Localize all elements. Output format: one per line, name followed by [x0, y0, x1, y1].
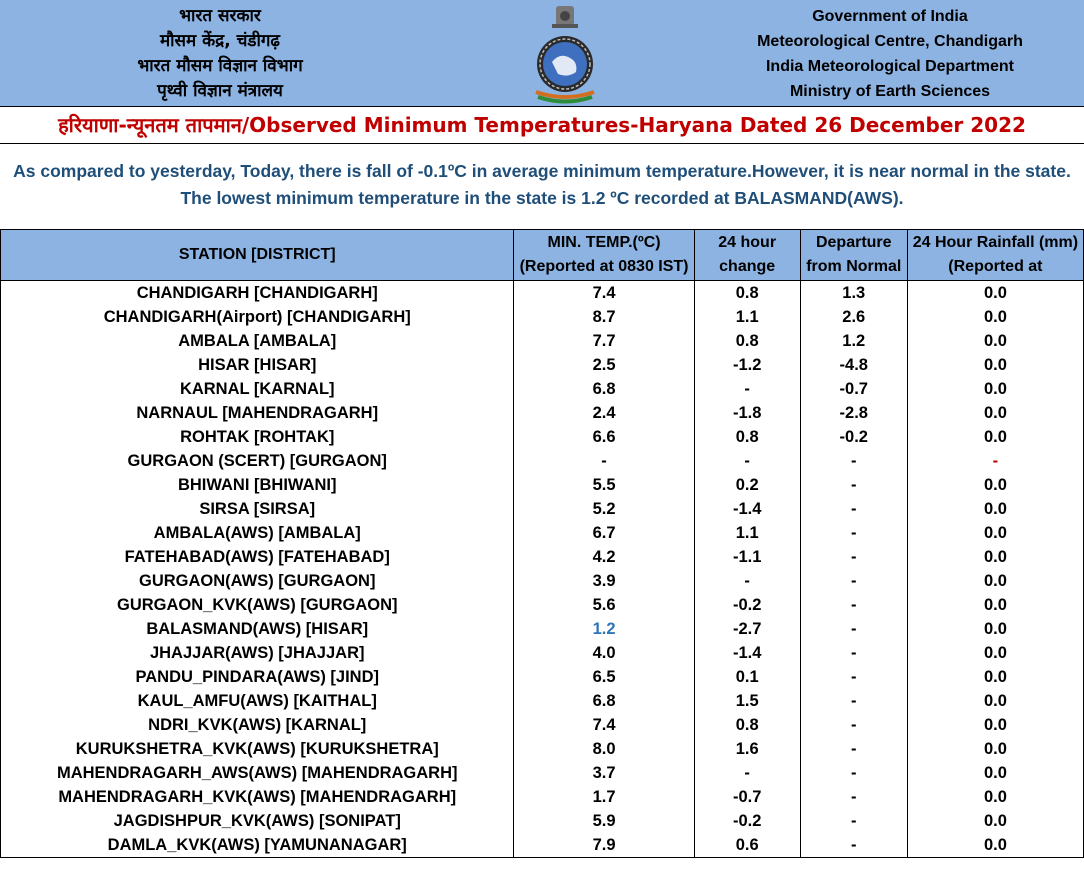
rainfall-cell: 0.0 [907, 401, 1083, 425]
departure-cell: - [800, 641, 907, 665]
station-cell: SIRSA [SIRSA] [1, 497, 514, 521]
departure-cell: -2.8 [800, 401, 907, 425]
station-cell: DAMLA_KVK(AWS) [YAMUNANAGAR] [1, 833, 514, 858]
change-cell: -1.2 [694, 353, 800, 377]
rainfall-cell: 0.0 [907, 569, 1083, 593]
english-line: Meteorological Centre, Chandigarh [757, 33, 1023, 50]
table-row [1, 329, 1084, 353]
change-cell: 0.1 [694, 665, 800, 689]
rainfall-cell: 0.0 [907, 617, 1083, 641]
rainfall-cell: 0.0 [907, 521, 1083, 545]
table-row [1, 353, 1084, 377]
min-temp-cell: 2.4 [514, 401, 694, 425]
min-temp-cell: 1.2 [514, 617, 694, 641]
min-temp-cell: 6.6 [514, 425, 694, 449]
change-cell: 1.1 [694, 521, 800, 545]
departure-cell: - [800, 473, 907, 497]
report-title: हरियाणा-न्यूनतम तापमान/Observed Minimum Temperatures-Haryana Dated 26 December 2022 [0, 107, 1084, 144]
min-temp-cell: 2.5 [514, 353, 694, 377]
min-temp-cell: 4.0 [514, 641, 694, 665]
table-row [1, 761, 1084, 785]
rainfall-cell: 0.0 [907, 689, 1083, 713]
rainfall-cell: 0.0 [907, 425, 1083, 449]
change-cell: -1.4 [694, 497, 800, 521]
min-temp-cell: 8.0 [514, 737, 694, 761]
rainfall-cell: 0.0 [907, 593, 1083, 617]
change-cell: 0.2 [694, 473, 800, 497]
table-row [1, 545, 1084, 569]
change-cell: 1.6 [694, 737, 800, 761]
station-cell: AMBALA [AMBALA] [1, 329, 514, 353]
table-row [1, 713, 1084, 737]
table-row [1, 497, 1084, 521]
departure-cell: - [800, 497, 907, 521]
departure-cell: - [800, 617, 907, 641]
min-temp-cell: 1.7 [514, 785, 694, 809]
departure-cell: - [800, 521, 907, 545]
station-cell: GURGAON_KVK(AWS) [GURGAON] [1, 593, 514, 617]
change-cell: -1.8 [694, 401, 800, 425]
station-cell: BHIWANI [BHIWANI] [1, 473, 514, 497]
rainfall-cell: 0.0 [907, 353, 1083, 377]
rainfall-cell: 0.0 [907, 281, 1083, 306]
station-cell: JAGDISHPUR_KVK(AWS) [SONIPAT] [1, 809, 514, 833]
min-temp-cell: 5.9 [514, 809, 694, 833]
table-row [1, 665, 1084, 689]
table-row [1, 305, 1084, 329]
temperature-table [0, 229, 1084, 858]
header-station: STATION [DISTRICT] [1, 230, 514, 281]
rainfall-cell: 0.0 [907, 665, 1083, 689]
rainfall-cell: 0.0 [907, 713, 1083, 737]
departure-cell: - [800, 809, 907, 833]
departure-cell: - [800, 761, 907, 785]
station-cell: CHANDIGARH [CHANDIGARH] [1, 281, 514, 306]
min-temp-cell: 6.7 [514, 521, 694, 545]
min-temp-cell: 5.2 [514, 497, 694, 521]
change-cell: -1.4 [694, 641, 800, 665]
change-cell: 0.6 [694, 833, 800, 858]
rainfall-cell: 0.0 [907, 305, 1083, 329]
table-row [1, 785, 1084, 809]
departure-cell: - [800, 713, 907, 737]
table-row [1, 641, 1084, 665]
change-cell: 1.1 [694, 305, 800, 329]
min-temp-cell: - [514, 449, 694, 473]
table-row [1, 833, 1084, 858]
change-cell: - [694, 761, 800, 785]
departure-cell: - [800, 449, 907, 473]
change-cell: -0.2 [694, 809, 800, 833]
departure-cell: -4.8 [800, 353, 907, 377]
min-temp-cell: 3.9 [514, 569, 694, 593]
departure-cell: -0.7 [800, 377, 907, 401]
table-row [1, 689, 1084, 713]
departure-cell: - [800, 665, 907, 689]
table-row [1, 377, 1084, 401]
min-temp-cell: 8.7 [514, 305, 694, 329]
min-temp-cell: 6.5 [514, 665, 694, 689]
header-departure: Departure from Normal [800, 230, 907, 281]
departure-cell: - [800, 689, 907, 713]
rainfall-cell: 0.0 [907, 641, 1083, 665]
departure-cell: - [800, 737, 907, 761]
station-cell: BALASMAND(AWS) [HISAR] [1, 617, 514, 641]
change-cell: 0.8 [694, 425, 800, 449]
header-rainfall: 24 Hour Rainfall (mm) (Reported at [907, 230, 1083, 281]
table-row [1, 281, 1084, 306]
english-line: India Meteorological Department [765, 58, 1015, 75]
hindi-line: भारत सरकार [179, 6, 261, 26]
summary-text: As compared to yesterday, Today, there is fall of -0.1ºC in average minimum temperature.However, it is near normal in the state. The lowest minimum temperature in the state is 1.2 ºC recorded at BALASMAND(AWS). [13, 161, 1071, 208]
departure-cell: - [800, 569, 907, 593]
imd-emblem-icon [530, 2, 600, 104]
rainfall-cell: 0.0 [907, 497, 1083, 521]
header-24h-change: 24 hour change [694, 230, 800, 281]
table-row [1, 425, 1084, 449]
station-cell: CHANDIGARH(Airport) [CHANDIGARH] [1, 305, 514, 329]
change-cell: - [694, 569, 800, 593]
rainfall-cell: 0.0 [907, 545, 1083, 569]
change-cell: 0.8 [694, 281, 800, 306]
table-row [1, 449, 1084, 473]
station-cell: MAHENDRAGARH_AWS(AWS) [MAHENDRAGARH] [1, 761, 514, 785]
hindi-line: मौसम केंद्र, चंडीगढ़ [159, 31, 281, 51]
table-row [1, 617, 1084, 641]
station-cell: KARNAL [KARNAL] [1, 377, 514, 401]
rainfall-cell: 0.0 [907, 761, 1083, 785]
hindi-line: पृथ्वी विज्ञान मंत्रालय [157, 81, 283, 101]
station-cell: AMBALA(AWS) [AMBALA] [1, 521, 514, 545]
header-min-temp: MIN. TEMP.(ºC) (Reported at 0830 IST) [514, 230, 694, 281]
rainfall-cell: 0.0 [907, 377, 1083, 401]
min-temp-cell: 5.5 [514, 473, 694, 497]
station-cell: GURGAON(AWS) [GURGAON] [1, 569, 514, 593]
departure-cell: - [800, 593, 907, 617]
table-row [1, 521, 1084, 545]
station-cell: GURGAON (SCERT) [GURGAON] [1, 449, 514, 473]
change-cell: -0.7 [694, 785, 800, 809]
min-temp-cell: 6.8 [514, 689, 694, 713]
rainfall-cell: 0.0 [907, 809, 1083, 833]
station-cell: MAHENDRAGARH_KVK(AWS) [MAHENDRAGARH] [1, 785, 514, 809]
table-row [1, 593, 1084, 617]
station-cell: HISAR [HISAR] [1, 353, 514, 377]
table-row [1, 569, 1084, 593]
hindi-line: भारत मौसम विज्ञान विभाग [137, 56, 303, 76]
change-cell: - [694, 449, 800, 473]
table-body [1, 281, 1084, 858]
min-temp-cell: 5.6 [514, 593, 694, 617]
rainfall-cell: 0.0 [907, 737, 1083, 761]
departure-cell: 1.3 [800, 281, 907, 306]
departure-cell: -0.2 [800, 425, 907, 449]
station-cell: NDRI_KVK(AWS) [KARNAL] [1, 713, 514, 737]
change-cell: 1.5 [694, 689, 800, 713]
header-hindi [110, 4, 330, 104]
table-row [1, 401, 1084, 425]
station-cell: FATEHABAD(AWS) [FATEHABAD] [1, 545, 514, 569]
departure-cell: - [800, 785, 907, 809]
table-header-row [1, 230, 1084, 281]
station-cell: JHAJJAR(AWS) [JHAJJAR] [1, 641, 514, 665]
min-temp-cell: 6.8 [514, 377, 694, 401]
min-temp-cell: 7.4 [514, 713, 694, 737]
change-cell: 0.8 [694, 329, 800, 353]
english-line: Ministry of Earth Sciences [789, 83, 991, 100]
min-temp-cell: 7.7 [514, 329, 694, 353]
header-banner [0, 0, 1084, 107]
change-cell: -1.1 [694, 545, 800, 569]
min-temp-cell: 7.9 [514, 833, 694, 858]
departure-cell: 2.6 [800, 305, 907, 329]
departure-cell: - [800, 545, 907, 569]
station-cell: KAUL_AMFU(AWS) [KAITHAL] [1, 689, 514, 713]
departure-cell: - [800, 833, 907, 858]
rainfall-cell: 0.0 [907, 785, 1083, 809]
english-line: Government of India [812, 8, 968, 25]
rainfall-cell: 0.0 [907, 329, 1083, 353]
min-temp-cell: 4.2 [514, 545, 694, 569]
station-cell: ROHTAK [ROHTAK] [1, 425, 514, 449]
change-cell: -2.7 [694, 617, 800, 641]
rainfall-cell: 0.0 [907, 473, 1083, 497]
table-row [1, 473, 1084, 497]
table-row [1, 737, 1084, 761]
station-cell: KURUKSHETRA_KVK(AWS) [KURUKSHETRA] [1, 737, 514, 761]
rainfall-cell: 0.0 [907, 833, 1083, 858]
change-cell: -0.2 [694, 593, 800, 617]
station-cell: NARNAUL [MAHENDRAGARH] [1, 401, 514, 425]
change-cell: - [694, 377, 800, 401]
header-english [700, 4, 1080, 104]
min-temp-cell: 3.7 [514, 761, 694, 785]
min-temp-cell: 7.4 [514, 281, 694, 306]
departure-cell: 1.2 [800, 329, 907, 353]
station-cell: PANDU_PINDARA(AWS) [JIND] [1, 665, 514, 689]
rainfall-cell: - [907, 449, 1083, 473]
change-cell: 0.8 [694, 713, 800, 737]
table-row [1, 809, 1084, 833]
